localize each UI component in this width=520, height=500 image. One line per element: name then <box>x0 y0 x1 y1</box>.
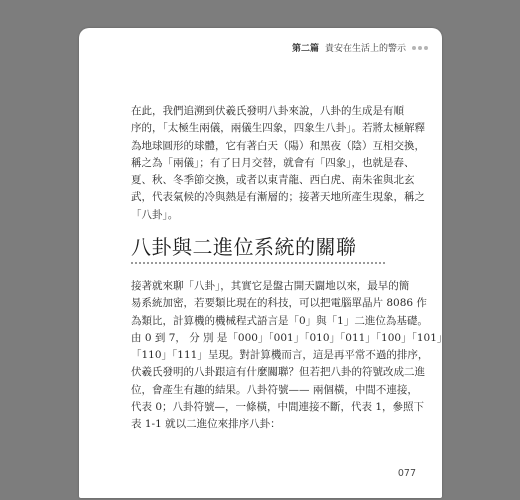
text-line: 「八卦」。 <box>131 208 179 221</box>
paragraph-binary <box>131 278 448 434</box>
text-line: 為地球圓形的球體，它有著白天（陽）和黑夜（陰）互相交換， <box>131 139 425 152</box>
dot-ornament-icon <box>418 46 422 50</box>
text-line: 武，代表氣候的冷與熱是有漸層的；接著天地所產生現象，稱之 <box>131 191 425 204</box>
dot-ornament-icon <box>412 46 416 50</box>
text-line: 代表 0；八卦符號—，一條橫，中間連接不斷，代表 1，參照下 <box>131 401 425 414</box>
page-number: 077 <box>397 468 416 479</box>
text-line: 表 1-1 就以二進位來排序八卦： <box>131 418 281 431</box>
text-line: 伏羲氏發明的八卦跟這有什麼關聯？但若把八卦的符號改成二進 <box>131 366 425 379</box>
dotted-divider <box>131 262 385 264</box>
text-line: 接著就來聊「八卦」，其實它是盤古開天闢地以來，最早的簡 <box>131 280 410 292</box>
text-line: 稱之為「兩儀」；有了日月交替，就會有「四象」，也就是春、 <box>131 156 415 169</box>
text-line: 「110」「111」呈現。對計算機而言，這是再平常不過的排序， <box>131 349 429 362</box>
dot-ornament-icon <box>424 46 428 50</box>
section-title: 八卦與二進位系統的關聯 <box>131 235 357 259</box>
header-dots-ornament <box>412 46 428 50</box>
chapter-label: 第二篇 <box>291 44 319 54</box>
text-line: 夏、秋、冬季節交換，或者以東青龍、西白虎、南朱雀與北玄 <box>131 174 415 187</box>
running-header <box>292 41 428 54</box>
book-page <box>79 28 448 498</box>
text-line: 在此，我們追溯到伏羲氏發明八卦來說，八卦的生成是有順 <box>131 105 404 117</box>
text-line: 位，會產生有趣的結果。八卦符號—— 兩個橫，中間不連接， <box>131 383 418 396</box>
text-line: 由 0 到 7， 分 別 是「000」「001」「010」「011」「100」「101」 <box>131 331 448 344</box>
chapter-title: 貴安在生活上的警示 <box>324 44 406 54</box>
text-line: 序的，「太極生兩儀，兩儀生四象，四象生八卦」。若將太極解釋 <box>131 122 425 135</box>
text-line: 易系統加密，若要類比現在的科技，可以把電腦單晶片 8086 作 <box>131 297 427 310</box>
paragraph-intro <box>131 103 425 224</box>
text-line: 為類比，計算機的機械程式語言是「0」與「1」二進位為基礎。 <box>131 314 428 327</box>
